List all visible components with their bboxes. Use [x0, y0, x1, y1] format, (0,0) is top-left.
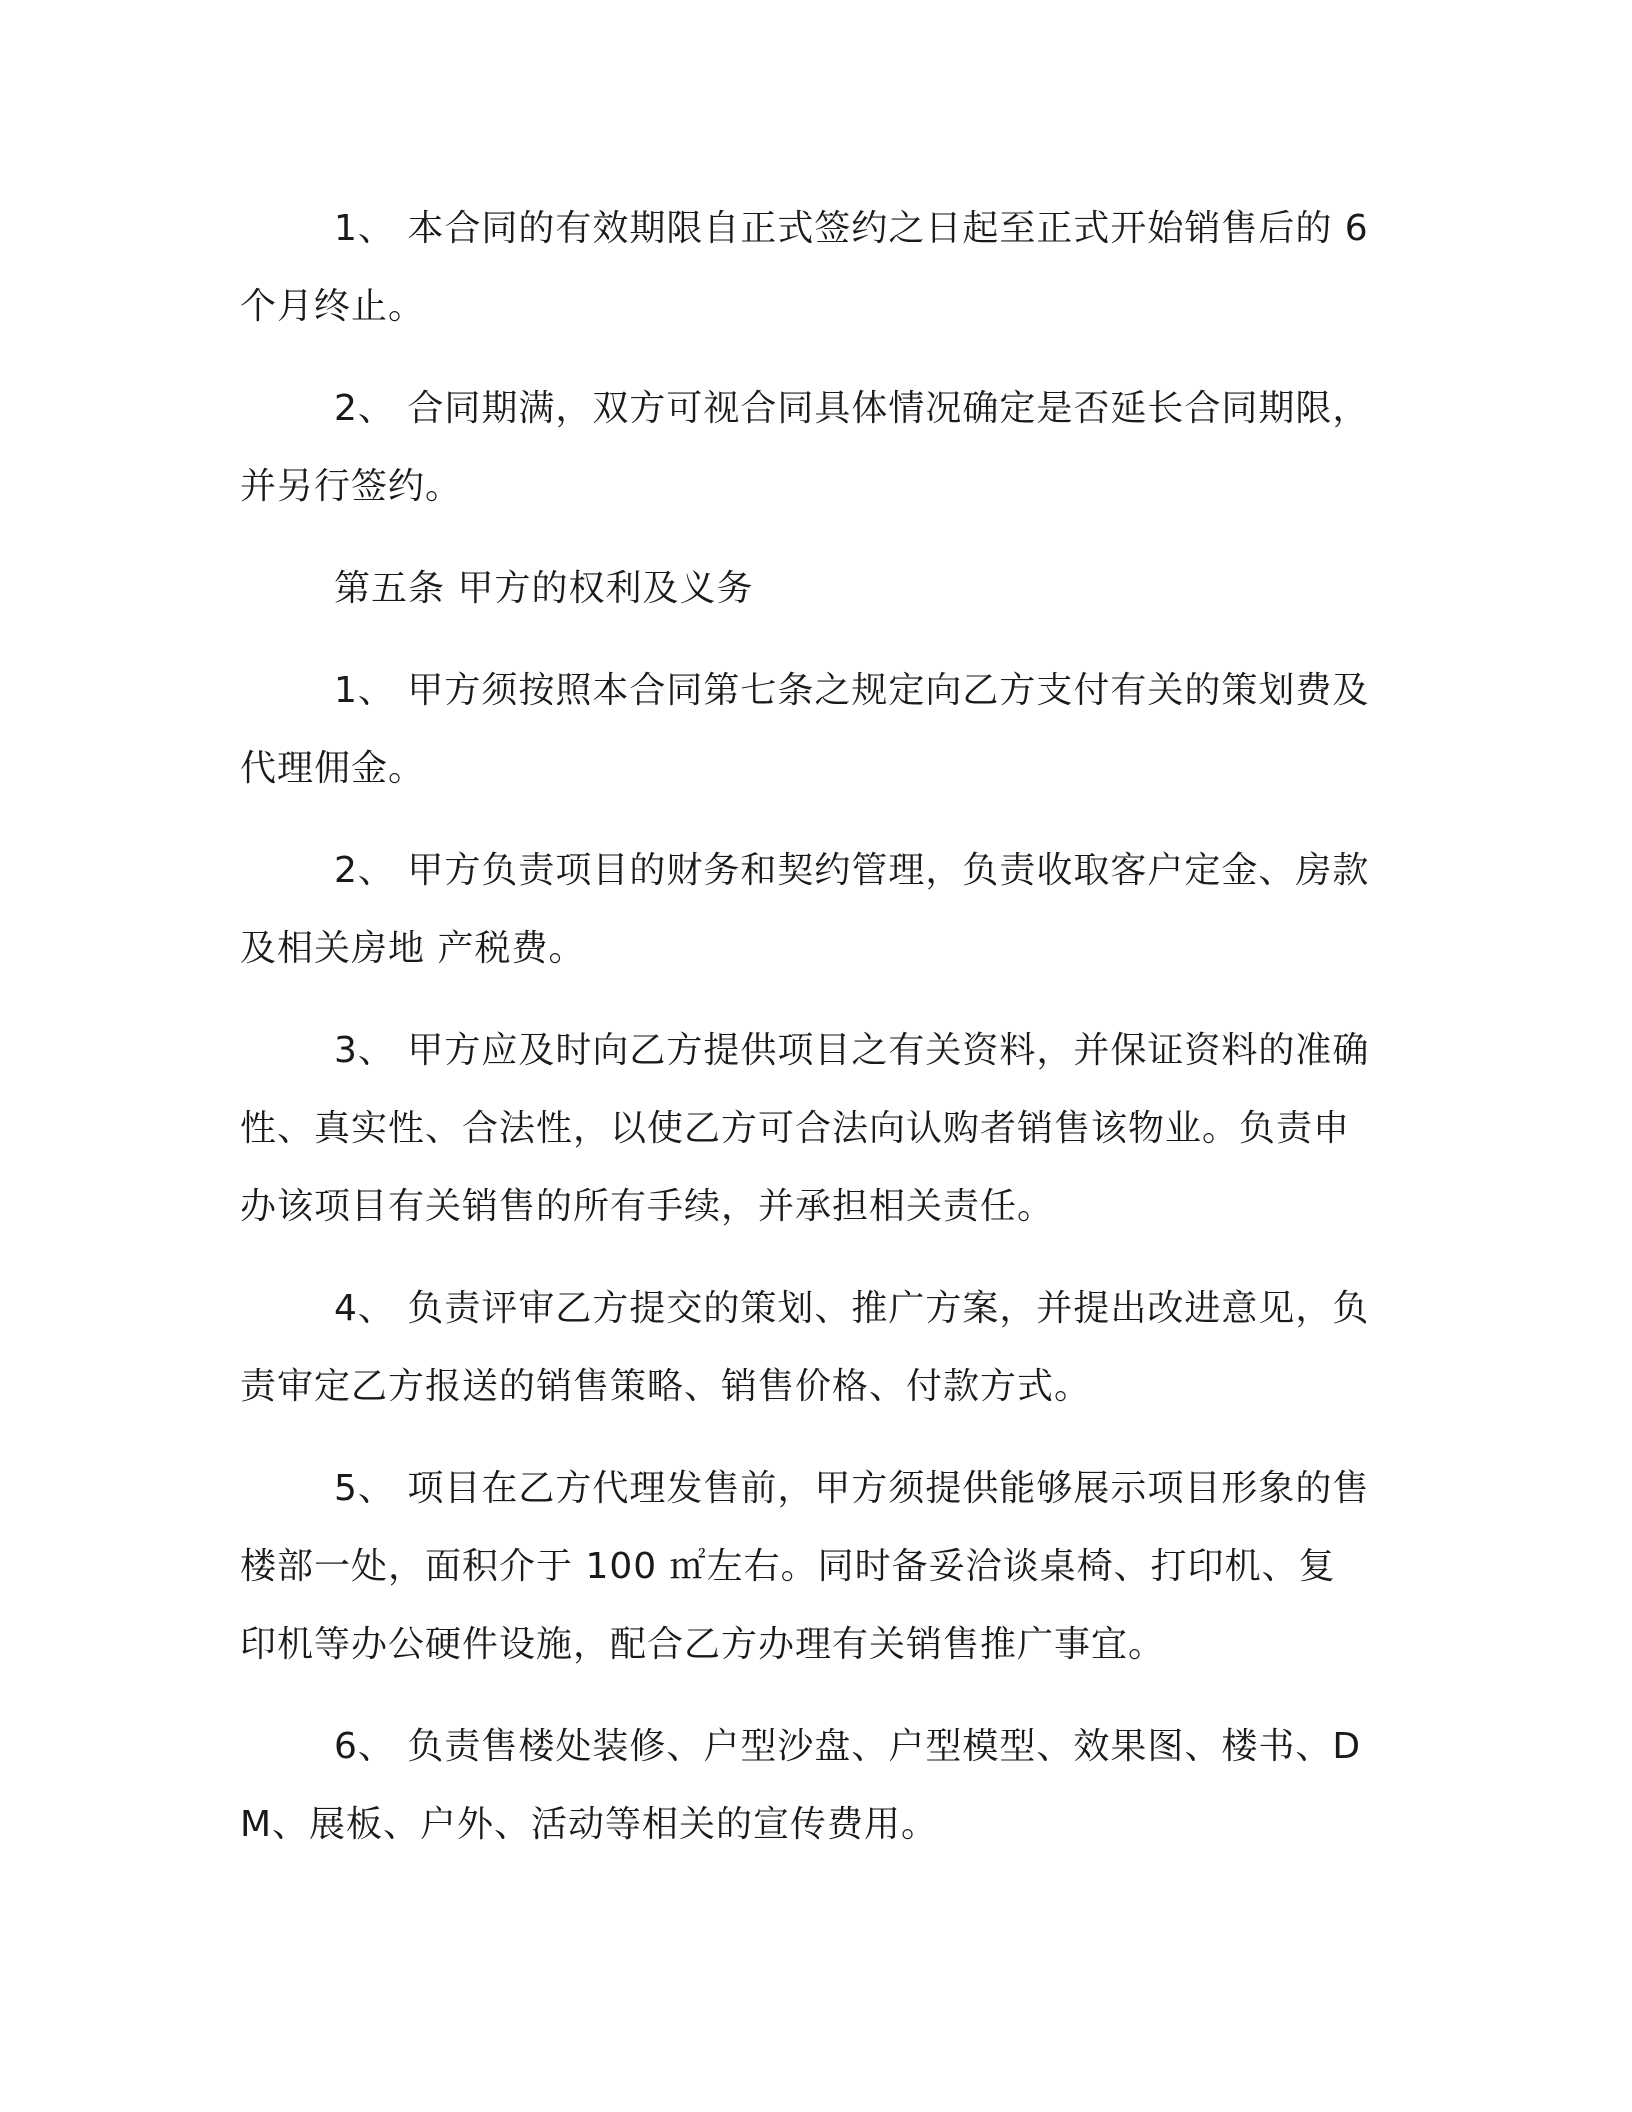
- section-heading: 第五条 甲方的权利及义务: [334, 568, 754, 609]
- clause-paragraph: 3、 甲方应及时向乙方提供项目之有关资料，并保证资料的准确性、真实性、合法性，以使乙方可合法向认购者销售该物业。负责申办该项目有关销售的所有手续，并承担相关责任。: [240, 1030, 1370, 1227]
- clause-paragraph: 4、 负责评审乙方提交的策划、推广方案，并提出改进意见，负责审定乙方报送的销售策略、销售价格、付款方式。: [240, 1288, 1370, 1407]
- clause-paragraph: 6、 负责售楼处装修、户型沙盘、户型模型、效果图、楼书、DM、展板、户外、活动等相关的宣传费用。: [240, 1726, 1362, 1845]
- clause-paragraph: 2、 甲方负责项目的财务和契约管理，负责收取客户定金、房款及相关房地 产税费。: [240, 850, 1370, 969]
- clause-paragraph: 5、 项目在乙方代理发售前，甲方须提供能够展示项目形象的售楼部一处，面积介于 100 ㎡左右。同时备妥洽谈桌椅、打印机、复印机等办公硬件设施，配合乙方办理有关销售推广事宜。: [240, 1468, 1370, 1665]
- clause-paragraph: 2、 合同期满，双方可视合同具体情况确定是否延长合同期限，并另行签约。: [240, 388, 1370, 507]
- clause-paragraph: 1、 本合同的有效期限自正式签约之日起至正式开始销售后的 6 个月终止。: [240, 208, 1369, 327]
- clause-paragraph: 1、 甲方须按照本合同第七条之规定向乙方支付有关的策划费及代理佣金。: [240, 670, 1370, 789]
- document-body: [240, 190, 1370, 1888]
